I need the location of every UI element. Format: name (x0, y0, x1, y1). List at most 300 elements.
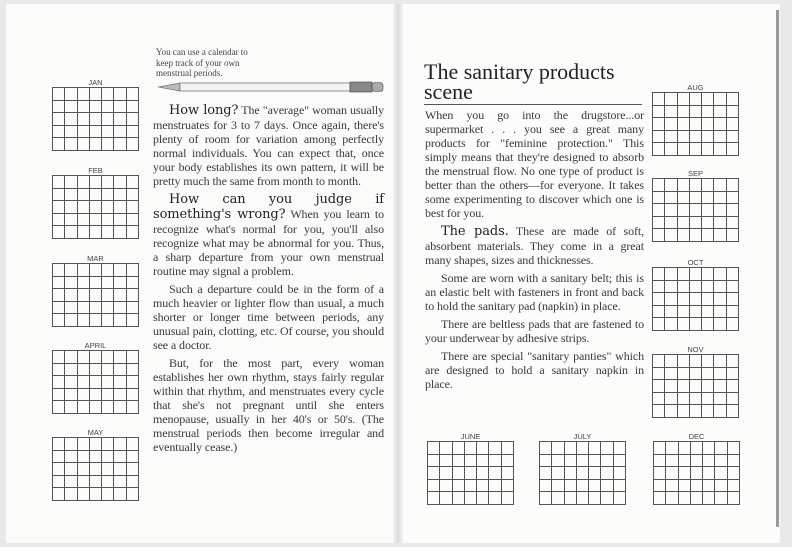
day-cell[interactable] (577, 455, 589, 468)
day-cell[interactable] (727, 380, 739, 393)
day-cell[interactable] (714, 306, 726, 319)
day-cell[interactable] (715, 480, 727, 493)
day-cell[interactable] (702, 143, 714, 156)
day-cell[interactable] (601, 492, 613, 505)
day-cell[interactable] (65, 214, 77, 227)
day-cell[interactable] (114, 351, 126, 364)
day-cell[interactable] (666, 467, 678, 480)
day-cell[interactable] (666, 480, 678, 493)
day-cell[interactable] (665, 179, 677, 192)
day-cell[interactable] (90, 476, 102, 489)
day-cell[interactable] (127, 314, 139, 327)
day-cell[interactable] (690, 281, 702, 294)
day-cell[interactable] (727, 281, 739, 294)
day-cell[interactable] (728, 492, 740, 505)
day-cell[interactable] (127, 389, 139, 402)
day-cell[interactable] (102, 88, 114, 101)
day-cell[interactable] (477, 442, 489, 455)
day-cell[interactable] (65, 138, 77, 151)
day-cell[interactable] (127, 364, 139, 377)
day-cell[interactable] (477, 467, 489, 480)
day-cell[interactable] (678, 306, 690, 319)
day-cell[interactable] (665, 217, 677, 230)
day-cell[interactable] (665, 355, 677, 368)
day-cell[interactable] (114, 101, 126, 114)
day-cell[interactable] (727, 204, 739, 217)
day-cell[interactable] (589, 455, 601, 468)
day-cell[interactable] (666, 442, 678, 455)
day-cell[interactable] (127, 101, 139, 114)
day-cell[interactable] (90, 176, 102, 189)
day-cell[interactable] (727, 106, 739, 119)
day-cell[interactable] (653, 268, 665, 281)
day-cell[interactable] (102, 463, 114, 476)
day-cell[interactable] (53, 488, 65, 501)
day-cell[interactable] (53, 176, 65, 189)
day-cell[interactable] (102, 488, 114, 501)
day-cell[interactable] (703, 467, 715, 480)
day-cell[interactable] (679, 467, 691, 480)
day-cell[interactable] (78, 189, 90, 202)
day-cell[interactable] (53, 476, 65, 489)
day-cell[interactable] (690, 380, 702, 393)
day-cell[interactable] (690, 192, 702, 205)
day-cell[interactable] (477, 492, 489, 505)
day-cell[interactable] (653, 293, 665, 306)
day-cell[interactable] (666, 455, 678, 468)
day-cell[interactable] (78, 302, 90, 315)
day-cell[interactable] (102, 438, 114, 451)
day-cell[interactable] (53, 277, 65, 290)
day-cell[interactable] (102, 176, 114, 189)
day-cell[interactable] (715, 467, 727, 480)
day-cell[interactable] (665, 192, 677, 205)
day-cell[interactable] (703, 492, 715, 505)
day-cell[interactable] (653, 380, 665, 393)
day-cell[interactable] (665, 405, 677, 418)
day-cell[interactable] (690, 368, 702, 381)
day-cell[interactable] (589, 442, 601, 455)
day-cell[interactable] (714, 192, 726, 205)
day-cell[interactable] (127, 488, 139, 501)
day-cell[interactable] (727, 405, 739, 418)
day-cell[interactable] (90, 189, 102, 202)
day-cell[interactable] (702, 268, 714, 281)
day-cell[interactable] (114, 277, 126, 290)
day-cell[interactable] (53, 314, 65, 327)
day-cell[interactable] (114, 401, 126, 414)
day-cell[interactable] (78, 88, 90, 101)
day-cell[interactable] (577, 492, 589, 505)
day-cell[interactable] (614, 492, 626, 505)
day-cell[interactable] (654, 442, 666, 455)
day-cell[interactable] (690, 393, 702, 406)
day-cell[interactable] (690, 204, 702, 217)
day-cell[interactable] (702, 281, 714, 294)
day-cell[interactable] (614, 455, 626, 468)
day-cell[interactable] (53, 302, 65, 315)
day-cell[interactable] (114, 302, 126, 315)
day-cell[interactable] (90, 488, 102, 501)
day-cell[interactable] (702, 229, 714, 242)
day-cell[interactable] (53, 88, 65, 101)
day-cell[interactable] (552, 442, 564, 455)
day-cell[interactable] (727, 192, 739, 205)
day-cell[interactable] (127, 438, 139, 451)
day-cell[interactable] (114, 138, 126, 151)
day-cell[interactable] (53, 126, 65, 139)
day-cell[interactable] (702, 118, 714, 131)
day-cell[interactable] (127, 401, 139, 414)
day-cell[interactable] (714, 393, 726, 406)
day-cell[interactable] (102, 302, 114, 315)
day-cell[interactable] (690, 306, 702, 319)
day-cell[interactable] (78, 201, 90, 214)
day-cell[interactable] (102, 476, 114, 489)
day-cell[interactable] (540, 480, 552, 493)
day-cell[interactable] (127, 214, 139, 227)
day-cell[interactable] (690, 405, 702, 418)
day-cell[interactable] (65, 438, 77, 451)
day-cell[interactable] (78, 463, 90, 476)
day-cell[interactable] (78, 101, 90, 114)
day-cell[interactable] (714, 405, 726, 418)
day-cell[interactable] (665, 268, 677, 281)
day-cell[interactable] (502, 492, 514, 505)
day-cell[interactable] (127, 264, 139, 277)
day-cell[interactable] (440, 492, 452, 505)
day-cell[interactable] (702, 192, 714, 205)
day-cell[interactable] (127, 277, 139, 290)
day-cell[interactable] (702, 179, 714, 192)
day-cell[interactable] (65, 189, 77, 202)
day-cell[interactable] (114, 364, 126, 377)
day-cell[interactable] (453, 442, 465, 455)
day-cell[interactable] (489, 455, 501, 468)
day-cell[interactable] (114, 226, 126, 239)
day-cell[interactable] (65, 488, 77, 501)
day-cell[interactable] (678, 204, 690, 217)
day-cell[interactable] (577, 467, 589, 480)
day-cell[interactable] (589, 492, 601, 505)
day-cell[interactable] (715, 442, 727, 455)
day-cell[interactable] (53, 351, 65, 364)
day-cell[interactable] (565, 455, 577, 468)
day-cell[interactable] (65, 126, 77, 139)
day-cell[interactable] (703, 480, 715, 493)
day-cell[interactable] (714, 368, 726, 381)
day-cell[interactable] (601, 455, 613, 468)
day-cell[interactable] (90, 364, 102, 377)
day-cell[interactable] (540, 492, 552, 505)
day-cell[interactable] (678, 143, 690, 156)
day-cell[interactable] (552, 467, 564, 480)
day-cell[interactable] (690, 268, 702, 281)
day-cell[interactable] (114, 451, 126, 464)
day-cell[interactable] (53, 214, 65, 227)
day-cell[interactable] (465, 467, 477, 480)
day-cell[interactable] (665, 318, 677, 331)
day-cell[interactable] (691, 492, 703, 505)
day-cell[interactable] (53, 226, 65, 239)
day-cell[interactable] (53, 264, 65, 277)
day-cell[interactable] (702, 318, 714, 331)
day-cell[interactable] (78, 351, 90, 364)
day-cell[interactable] (714, 118, 726, 131)
day-cell[interactable] (65, 201, 77, 214)
day-cell[interactable] (489, 442, 501, 455)
day-cell[interactable] (653, 281, 665, 294)
day-cell[interactable] (90, 226, 102, 239)
day-cell[interactable] (589, 480, 601, 493)
day-cell[interactable] (53, 401, 65, 414)
day-cell[interactable] (502, 467, 514, 480)
day-cell[interactable] (440, 455, 452, 468)
day-cell[interactable] (714, 204, 726, 217)
day-cell[interactable] (90, 314, 102, 327)
day-cell[interactable] (90, 463, 102, 476)
day-cell[interactable] (465, 455, 477, 468)
day-cell[interactable] (53, 289, 65, 302)
day-cell[interactable] (114, 463, 126, 476)
day-cell[interactable] (653, 355, 665, 368)
day-cell[interactable] (654, 467, 666, 480)
day-cell[interactable] (690, 318, 702, 331)
day-cell[interactable] (114, 389, 126, 402)
day-cell[interactable] (665, 118, 677, 131)
day-cell[interactable] (114, 289, 126, 302)
day-cell[interactable] (665, 293, 677, 306)
day-cell[interactable] (114, 113, 126, 126)
day-cell[interactable] (114, 264, 126, 277)
day-cell[interactable] (702, 393, 714, 406)
day-cell[interactable] (102, 113, 114, 126)
day-cell[interactable] (589, 467, 601, 480)
day-cell[interactable] (679, 442, 691, 455)
day-cell[interactable] (53, 376, 65, 389)
day-cell[interactable] (614, 480, 626, 493)
day-cell[interactable] (53, 138, 65, 151)
day-cell[interactable] (102, 289, 114, 302)
day-cell[interactable] (653, 118, 665, 131)
day-cell[interactable] (690, 143, 702, 156)
day-cell[interactable] (102, 226, 114, 239)
day-cell[interactable] (614, 442, 626, 455)
day-cell[interactable] (428, 480, 440, 493)
day-cell[interactable] (53, 113, 65, 126)
day-cell[interactable] (65, 401, 77, 414)
day-cell[interactable] (727, 355, 739, 368)
day-cell[interactable] (565, 442, 577, 455)
day-cell[interactable] (102, 401, 114, 414)
day-cell[interactable] (601, 442, 613, 455)
day-cell[interactable] (714, 380, 726, 393)
day-cell[interactable] (540, 467, 552, 480)
day-cell[interactable] (465, 492, 477, 505)
day-cell[interactable] (653, 192, 665, 205)
day-cell[interactable] (78, 214, 90, 227)
day-cell[interactable] (65, 277, 77, 290)
day-cell[interactable] (65, 113, 77, 126)
day-cell[interactable] (127, 126, 139, 139)
day-cell[interactable] (102, 214, 114, 227)
day-cell[interactable] (65, 364, 77, 377)
day-cell[interactable] (78, 226, 90, 239)
day-cell[interactable] (127, 201, 139, 214)
day-cell[interactable] (678, 217, 690, 230)
day-cell[interactable] (90, 289, 102, 302)
day-cell[interactable] (102, 138, 114, 151)
day-cell[interactable] (601, 480, 613, 493)
day-cell[interactable] (114, 376, 126, 389)
day-cell[interactable] (477, 480, 489, 493)
day-cell[interactable] (65, 226, 77, 239)
day-cell[interactable] (654, 455, 666, 468)
day-cell[interactable] (90, 264, 102, 277)
day-cell[interactable] (114, 126, 126, 139)
day-cell[interactable] (114, 488, 126, 501)
day-cell[interactable] (678, 368, 690, 381)
day-cell[interactable] (654, 492, 666, 505)
day-cell[interactable] (502, 480, 514, 493)
day-cell[interactable] (679, 480, 691, 493)
day-cell[interactable] (678, 293, 690, 306)
day-cell[interactable] (665, 204, 677, 217)
day-cell[interactable] (102, 364, 114, 377)
day-cell[interactable] (489, 492, 501, 505)
day-cell[interactable] (127, 226, 139, 239)
day-cell[interactable] (678, 179, 690, 192)
day-cell[interactable] (702, 204, 714, 217)
day-cell[interactable] (502, 455, 514, 468)
day-cell[interactable] (653, 204, 665, 217)
day-cell[interactable] (702, 293, 714, 306)
day-cell[interactable] (53, 451, 65, 464)
day-cell[interactable] (114, 214, 126, 227)
day-cell[interactable] (78, 176, 90, 189)
day-cell[interactable] (714, 106, 726, 119)
day-cell[interactable] (727, 93, 739, 106)
day-cell[interactable] (65, 451, 77, 464)
day-cell[interactable] (614, 467, 626, 480)
day-cell[interactable] (65, 463, 77, 476)
day-cell[interactable] (714, 355, 726, 368)
day-cell[interactable] (691, 455, 703, 468)
day-cell[interactable] (502, 442, 514, 455)
day-cell[interactable] (78, 289, 90, 302)
day-cell[interactable] (653, 217, 665, 230)
day-cell[interactable] (114, 476, 126, 489)
day-cell[interactable] (714, 131, 726, 144)
day-cell[interactable] (702, 93, 714, 106)
day-cell[interactable] (90, 126, 102, 139)
day-cell[interactable] (53, 189, 65, 202)
day-cell[interactable] (653, 368, 665, 381)
day-cell[interactable] (665, 281, 677, 294)
day-cell[interactable] (702, 380, 714, 393)
day-cell[interactable] (78, 264, 90, 277)
day-cell[interactable] (102, 389, 114, 402)
day-cell[interactable] (727, 229, 739, 242)
day-cell[interactable] (428, 492, 440, 505)
day-cell[interactable] (678, 131, 690, 144)
day-cell[interactable] (665, 106, 677, 119)
day-cell[interactable] (665, 306, 677, 319)
day-cell[interactable] (90, 138, 102, 151)
day-cell[interactable] (465, 442, 477, 455)
day-cell[interactable] (666, 492, 678, 505)
day-cell[interactable] (728, 442, 740, 455)
day-cell[interactable] (727, 143, 739, 156)
day-cell[interactable] (702, 368, 714, 381)
day-cell[interactable] (714, 293, 726, 306)
day-cell[interactable] (654, 480, 666, 493)
day-cell[interactable] (53, 201, 65, 214)
day-cell[interactable] (653, 393, 665, 406)
day-cell[interactable] (127, 289, 139, 302)
day-cell[interactable] (53, 364, 65, 377)
day-cell[interactable] (65, 289, 77, 302)
day-cell[interactable] (127, 463, 139, 476)
day-cell[interactable] (127, 176, 139, 189)
day-cell[interactable] (127, 476, 139, 489)
day-cell[interactable] (477, 455, 489, 468)
day-cell[interactable] (727, 217, 739, 230)
day-cell[interactable] (453, 492, 465, 505)
day-cell[interactable] (678, 192, 690, 205)
day-cell[interactable] (65, 302, 77, 315)
day-cell[interactable] (702, 217, 714, 230)
day-cell[interactable] (653, 106, 665, 119)
day-cell[interactable] (78, 113, 90, 126)
day-cell[interactable] (665, 380, 677, 393)
day-cell[interactable] (53, 438, 65, 451)
day-cell[interactable] (90, 201, 102, 214)
day-cell[interactable] (65, 88, 77, 101)
day-cell[interactable] (728, 455, 740, 468)
day-cell[interactable] (78, 401, 90, 414)
day-cell[interactable] (453, 480, 465, 493)
day-cell[interactable] (727, 368, 739, 381)
day-cell[interactable] (653, 405, 665, 418)
day-cell[interactable] (65, 264, 77, 277)
day-cell[interactable] (665, 93, 677, 106)
day-cell[interactable] (653, 131, 665, 144)
day-cell[interactable] (114, 201, 126, 214)
day-cell[interactable] (90, 351, 102, 364)
day-cell[interactable] (53, 101, 65, 114)
day-cell[interactable] (440, 467, 452, 480)
day-cell[interactable] (102, 314, 114, 327)
day-cell[interactable] (114, 189, 126, 202)
day-cell[interactable] (102, 101, 114, 114)
day-cell[interactable] (678, 229, 690, 242)
day-cell[interactable] (690, 293, 702, 306)
day-cell[interactable] (102, 264, 114, 277)
day-cell[interactable] (565, 480, 577, 493)
day-cell[interactable] (78, 488, 90, 501)
day-cell[interactable] (714, 93, 726, 106)
day-cell[interactable] (690, 355, 702, 368)
day-cell[interactable] (102, 277, 114, 290)
day-cell[interactable] (90, 389, 102, 402)
day-cell[interactable] (102, 201, 114, 214)
day-cell[interactable] (678, 380, 690, 393)
day-cell[interactable] (78, 126, 90, 139)
day-cell[interactable] (678, 355, 690, 368)
day-cell[interactable] (691, 467, 703, 480)
day-cell[interactable] (552, 492, 564, 505)
